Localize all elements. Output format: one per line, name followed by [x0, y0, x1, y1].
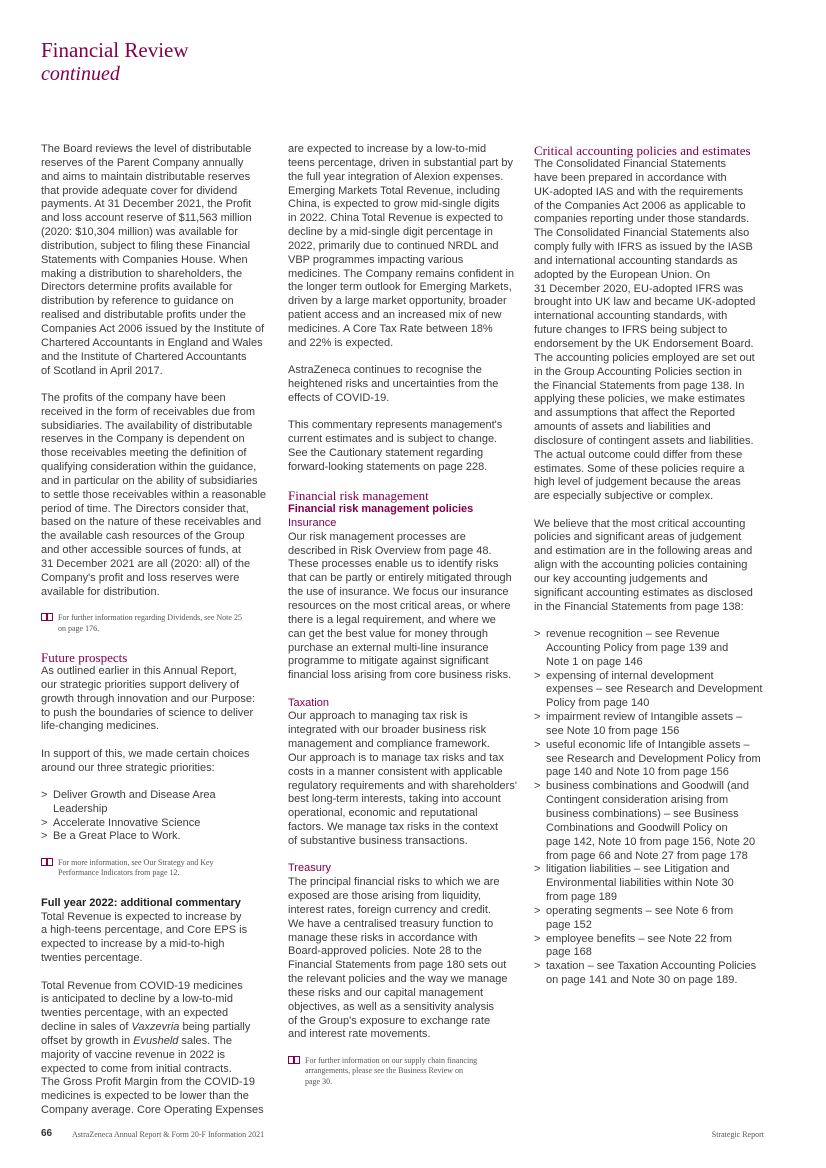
- text-line: that can be partly or entirely mitigated through: [288, 572, 512, 585]
- text-line: heightened risks and uncertainties from the: [288, 378, 499, 390]
- text-line: these risks and our capital management: [288, 986, 484, 999]
- text-line: page 140 and Note 10 from page 156: [546, 766, 729, 779]
- text-line: described in Risk Overview from page 48.: [288, 544, 492, 557]
- text-line: expenses – see Research and Development: [546, 683, 763, 696]
- list-item: [41, 789, 273, 817]
- text-line: and interest rate movements.: [288, 1028, 431, 1041]
- critical-accounting-heading: Critical accounting policies and estimates: [534, 143, 751, 158]
- page-title: Financial Review: [41, 38, 189, 62]
- text-line: are expected to increase by a low-to-mid: [288, 143, 487, 155]
- text-line: Accounting Policy from page 139 and: [546, 641, 729, 654]
- taxation-heading: Taxation: [288, 696, 329, 709]
- text-line: The principal financial risks to which we are: [288, 876, 500, 889]
- text-line: significant accounting estimates as disclosed: [534, 586, 753, 599]
- text-line: revenue recognition – see Revenue: [546, 628, 720, 640]
- text-line: effects of COVID-19.: [288, 391, 390, 404]
- text-line: exposed are those arising from liquidity,: [288, 890, 482, 902]
- text-line: and assumptions that affect the Reported: [534, 407, 735, 420]
- section-name: Strategic Report: [711, 1130, 764, 1139]
- text-line: and 22% is expected.: [288, 336, 394, 349]
- text-line: For more information, see Our Strategy and Key: [58, 857, 214, 867]
- text-line: costs in a manner consistent with applicable: [288, 765, 503, 778]
- text-line: Total Revenue from COVID-19 medicines: [41, 979, 243, 992]
- text-line: Combinations and Goodwill Policy on: [546, 821, 728, 834]
- paragraph: [41, 911, 273, 966]
- text-line: page 152: [546, 918, 592, 931]
- text-line: purchase an external multi-line insurance: [288, 641, 489, 654]
- text-line: expected to increase by a mid-to-high: [41, 938, 225, 951]
- text-line: and estimation are in the following areas and: [534, 545, 753, 558]
- text-line: We have a centralised treasury function to: [288, 917, 494, 930]
- text-line: based on the nature of these receivables and: [41, 516, 262, 529]
- page-subtitle: continued: [41, 63, 120, 85]
- paragraph: [534, 518, 764, 615]
- text-line: from page 66 and Note 27 from page 178: [546, 849, 748, 862]
- paragraph: [41, 143, 273, 378]
- text-line: page 168: [546, 946, 592, 959]
- text-line: arrangements, please see the Business Review on: [305, 1066, 463, 1076]
- text-line: expected to come from initial contracts.: [41, 1062, 232, 1075]
- report-title: AstraZeneca Annual Report & Form 20-F Information 2021: [72, 1130, 265, 1139]
- list-item: [534, 739, 764, 781]
- text-line: The actual outcome could differ from these: [534, 448, 743, 461]
- text-line: applying these policies, we make estimates: [534, 393, 745, 406]
- treasury-heading: Treasury: [288, 862, 331, 875]
- text-line: Financial Statements from page 180 sets out: [288, 959, 507, 972]
- bullet-marker: >: [534, 960, 541, 973]
- text-line: can get the best value for money through: [288, 627, 488, 640]
- text-line: to settle those receivables within a reasonable: [41, 488, 267, 501]
- list-item: [534, 670, 764, 712]
- list-item: [534, 933, 764, 961]
- text-line: Policy from page 140: [546, 697, 650, 710]
- text-line: The profits of the company have been: [41, 391, 226, 404]
- text-line: business combinations and Goodwill (and: [546, 780, 750, 793]
- text-line: to push the boundaries of science to deliver: [41, 706, 254, 719]
- text-line: patient access and an increased mix of new: [288, 309, 502, 322]
- bullet-marker: >: [534, 932, 541, 945]
- text-line: As outlined earlier in this Annual Report,: [41, 665, 237, 677]
- list-item: [534, 780, 764, 863]
- text-line: page 30.: [305, 1076, 333, 1086]
- text-line: Companies Act 2006 issued by the Institute of: [41, 322, 265, 335]
- bullet-marker: >: [41, 788, 48, 801]
- text-line: Total Revenue is expected to increase by: [41, 910, 242, 923]
- text-line: Company's profit and loss reserves were: [41, 571, 240, 584]
- text-line: impairment review of Intangible assets –: [546, 711, 743, 724]
- text-line: useful economic life of Intangible assets –: [546, 738, 750, 751]
- text-line: the use of insurance. We focus our insurance: [288, 586, 509, 599]
- book-icon: [41, 613, 53, 621]
- text-line: and the Institute of Chartered Accountants: [41, 350, 247, 363]
- text-line: of substantive business transactions.: [288, 834, 468, 847]
- paragraph: [288, 710, 520, 848]
- text-line: AstraZeneca continues to recognise the: [288, 364, 482, 377]
- text-line: business combinations) – see Business: [546, 807, 739, 820]
- column-3: [534, 143, 764, 988]
- list-item: [534, 628, 764, 670]
- text-line: amounts of assets and liabilities and: [534, 421, 711, 434]
- text-line: teens percentage, driven in substantial part by: [288, 156, 514, 169]
- text-line: Note 1 on page 146: [546, 655, 643, 668]
- text-line: there is a legal requirement, and where we: [288, 613, 496, 626]
- text-line: on page 176.: [58, 623, 100, 633]
- text-line: see Note 10 from page 156: [546, 724, 680, 737]
- text-line: are especially subjective or complex.: [534, 490, 714, 503]
- text-line: integrated with our broader business risk: [288, 724, 487, 737]
- text-line: page 142, Note 10 from page 156, Note 20: [546, 835, 756, 848]
- text-line: 31 December 2021 are all (2020: all) of the: [41, 557, 251, 570]
- text-line: In support of this, we made certain choices: [41, 747, 250, 760]
- text-line: see Research and Development Policy from: [546, 752, 761, 765]
- text-line: financial loss arising from core business risks.: [288, 669, 512, 682]
- future-prospects-heading: Future prospects: [41, 650, 128, 665]
- column-2: [288, 143, 520, 1103]
- paragraph: [288, 143, 520, 351]
- text-line: those receivables meeting the definition of: [41, 447, 247, 460]
- list-item: [534, 905, 764, 933]
- text-line: Board-approved policies. Note 28 to the: [288, 945, 482, 958]
- text-line: medicines. The Company remains confident in: [288, 267, 515, 280]
- text-line: distribution by reference to guidance on: [41, 295, 234, 308]
- list-item: [41, 830, 273, 844]
- text-line: decline by a mid-single digit percentage in: [288, 226, 493, 239]
- text-line: objectives, as well as a sensitivity analysis: [288, 1000, 495, 1013]
- text-line: driven by a large market opportunity, broader: [288, 295, 507, 308]
- text-line: companies reporting under those standards.: [534, 213, 750, 226]
- text-line: the relevant policies and the way we manage: [288, 973, 508, 986]
- text-line: Environmental liabilities within Note 30: [546, 877, 734, 890]
- text-line: For further information regarding Dividends, see Note 25: [58, 613, 242, 622]
- text-line: comply fully with IFRS as issued by the IASB: [534, 241, 753, 254]
- bullet-marker: >: [534, 904, 541, 917]
- bullet-marker: >: [534, 628, 541, 640]
- bullet-marker: >: [534, 863, 541, 876]
- paragraph: [288, 419, 520, 474]
- text-line: of the Group's exposure to exchange rate: [288, 1014, 491, 1027]
- text-line: operating segments – see Note 6 from: [546, 904, 734, 917]
- text-line: The Consolidated Financial Statements also: [534, 227, 750, 240]
- text-line: policies and significant areas of judgement: [534, 531, 742, 544]
- text-line: manage these risks in accordance with: [288, 931, 478, 944]
- text-line: making a distribution to shareholders, the: [41, 267, 243, 280]
- text-line: medicines is expected to be lower than the: [41, 1090, 249, 1103]
- text-line: and loss account reserve of $11,563 million: [41, 212, 252, 225]
- text-line: Our approach to managing tax risk is: [288, 710, 468, 723]
- paragraph: [534, 158, 764, 504]
- text-line: interest rates, foreign currency and credit.: [288, 903, 491, 916]
- text-line: adopted by the European Union. On: [534, 268, 711, 281]
- page-number: 66: [41, 1128, 53, 1139]
- list-item: [534, 960, 764, 988]
- text-line: and international accounting standards as: [534, 254, 738, 267]
- text-line: that provide adequate cover for dividend: [41, 184, 238, 197]
- text-line: life-changing medicines.: [41, 720, 160, 733]
- text-line: in the Group Accounting Policies section in: [534, 365, 742, 378]
- risk-policies-subheading: Financial risk management policies: [288, 503, 474, 516]
- text-line: litigation liabilities – see Litigation and: [546, 863, 730, 876]
- text-line: distribution, subject to filing these Financial: [41, 239, 251, 252]
- text-line: Deliver Growth and Disease Area Leadership: [53, 788, 216, 815]
- text-line: Performance Indicators from page 12.: [58, 868, 180, 878]
- paragraph: [41, 392, 273, 600]
- list-item: [534, 711, 764, 739]
- text-line: The Board reviews the level of distributable: [41, 143, 252, 155]
- text-line: UK-adopted IAS and with the requirements: [534, 185, 744, 198]
- text-line: around our three strategic priorities:: [41, 761, 215, 774]
- text-line: received in the form of receivables due from: [41, 405, 255, 418]
- text-line: in 2022. China Total Revenue is expected to: [288, 212, 504, 225]
- text-line: expensing of internal development: [546, 669, 714, 682]
- text-line: align with the accounting policies containing: [534, 559, 748, 572]
- policy-list: [534, 628, 764, 988]
- text-line: We believe that the most critical accounting: [534, 517, 746, 530]
- text-line: Company average. Core Operating Expenses: [41, 1104, 264, 1117]
- text-line: high level of judgement because the areas: [534, 476, 741, 489]
- text-line: twenties percentage.: [41, 952, 143, 965]
- text-line: brought into UK law and became UK-adopted: [534, 296, 756, 309]
- text-line: This commentary represents management's: [288, 419, 503, 432]
- text-line: of Scotland in April 2017.: [41, 364, 163, 377]
- text-line: realised and distributable profits under the: [41, 309, 246, 322]
- text-line: and aims to maintain distributable reserves: [41, 170, 251, 183]
- text-line: reserves in the Company is dependent on: [41, 433, 245, 446]
- full-year-heading: Full year 2022: additional commentary: [41, 896, 241, 909]
- text-line: from page 189: [546, 891, 617, 904]
- text-line: available for distribution.: [41, 585, 160, 598]
- text-line: our key accounting judgements and: [534, 572, 708, 585]
- paragraph: Total Revenue from COVID-19 medicines is anticipated to decline by a low-to-mid twenties percentage, with an expected decline in sales of Vaxzevria being partially offset by growth in Evusheld sales. The majority of vaccine revenue in 2022 is expected to come from initial contracts. The Gross Profit Margin from the COVID-19 medicines is expected to be lower than the Company average. Core Operating Expenses: [41, 980, 273, 1118]
- text-line: growth through innovation and our Purpose:: [41, 692, 256, 705]
- text-line: Directors determine profits available for: [41, 281, 233, 294]
- text-line: reserves of the Parent Company annually: [41, 156, 244, 169]
- paragraph: [288, 876, 520, 1042]
- bullet-marker: >: [41, 830, 48, 843]
- text-line: have been prepared in accordance with: [534, 171, 727, 184]
- financial-risk-heading: Financial risk management: [288, 488, 429, 504]
- text-line: the available cash resources of the Group: [41, 530, 245, 543]
- insurance-heading: Insurance: [288, 516, 337, 529]
- cross-reference: [41, 858, 273, 879]
- bullet-marker: >: [41, 816, 48, 829]
- text-line: in the Financial Statements from page 138:: [534, 600, 744, 613]
- text-line: regulatory requirements and with shareholders': [288, 779, 517, 792]
- text-line: the longer term outlook for Emerging Markets,: [288, 281, 512, 294]
- cross-reference: [288, 1056, 520, 1088]
- book-icon: [288, 1056, 300, 1064]
- text-line: future changes to IFRS being subject to: [534, 324, 728, 337]
- text-line: The Consolidated Financial Statements: [534, 158, 726, 170]
- text-line: The Gross Profit Margin from the COVID-19: [41, 1076, 255, 1089]
- text-line: For further information on our supply chain financing: [305, 1055, 478, 1065]
- text-line: Accelerate Innovative Science: [53, 816, 201, 829]
- text-line: employee benefits – see Note 22 from: [546, 932, 732, 945]
- text-line: Chartered Accountants in England and Wales: [41, 336, 263, 349]
- page-header: [41, 38, 189, 86]
- text-line: payments. At 31 December 2021, the Profit: [41, 198, 252, 211]
- text-line: Statements with Companies House. When: [41, 253, 248, 266]
- list-item: [41, 817, 273, 831]
- paragraph: [41, 665, 273, 734]
- text-line: VBP programmes impacting various: [288, 253, 464, 266]
- text-line: factors. We manage tax risks in the context: [288, 821, 499, 834]
- bullet-marker: >: [534, 711, 541, 724]
- book-icon: [41, 858, 53, 866]
- text-line: (2020: $10,304 million) was available for: [41, 226, 238, 239]
- text-line: taxation – see Taxation Accounting Policies: [546, 960, 757, 973]
- text-line: These processes enable us to identify risks: [288, 558, 499, 571]
- bullet-marker: >: [534, 738, 541, 751]
- text-line: forward-looking statements on page 228.: [288, 460, 488, 473]
- text-line: majority of vaccine revenue in 2022 is: [41, 1048, 226, 1061]
- text-line: management and compliance framework.: [288, 738, 490, 751]
- text-line: 31 December 2020, EU-adopted IFRS was: [534, 282, 744, 295]
- bullet-marker: >: [534, 669, 541, 682]
- text-line: on page 141 and Note 30 on page 189.: [546, 974, 738, 987]
- text-line: Our approach is to manage tax risks and tax: [288, 751, 504, 764]
- text-line: international accounting standards, with: [534, 310, 728, 323]
- text-line: operational, economic and reputational: [288, 807, 478, 820]
- paragraph: [288, 531, 520, 683]
- text-line: medicines. A Core Tax Rate between 18%: [288, 322, 493, 335]
- text-line: estimates. Some of these policies require a: [534, 462, 745, 475]
- text-line: 2022, primarily due to continued NRDL and: [288, 239, 499, 252]
- text-line: disclosure of contingent assets and liabilities.: [534, 434, 754, 447]
- cross-reference: [41, 613, 273, 634]
- text-line: of the Companies Act 2006 as applicable to: [534, 199, 746, 212]
- text-line: current estimates and is subject to change.: [288, 433, 498, 446]
- text-line: the full year integration of Alexion expenses.: [288, 170, 504, 183]
- text-line: and other accessible sources of funds, at: [41, 544, 241, 557]
- text-line: Be a Great Place to Work.: [53, 830, 181, 843]
- text-line: The accounting policies employed are set out: [534, 351, 755, 364]
- text-line: the Financial Statements from page 138. In: [534, 379, 745, 392]
- list-item: [534, 863, 764, 905]
- priority-list: [41, 789, 273, 844]
- text-line: Our risk management processes are: [288, 530, 466, 543]
- text-line: China, is expected to grow mid-single digits: [288, 198, 500, 211]
- text-line: qualifying consideration within the guidance,: [41, 461, 257, 474]
- text-line: best long-term interests, taking into account: [288, 793, 501, 806]
- text-line: our strategic priorities support delivery of: [41, 678, 240, 691]
- text-line: twenties percentage, with an expected: [41, 1007, 229, 1020]
- text-line: period of time. The Directors consider that,: [41, 502, 249, 515]
- text-line: subsidiaries. The availability of distributable: [41, 419, 253, 432]
- text-line: Contingent consideration arising from: [546, 794, 729, 807]
- text-line: programme to mitigate against significant: [288, 655, 489, 668]
- text-line: and in particular on the ability of subsidiaries: [41, 474, 258, 487]
- bullet-marker: >: [534, 780, 541, 793]
- text-line: is anticipated to decline by a low-to-mid: [41, 993, 233, 1006]
- text-line: Emerging Markets Total Revenue, including: [288, 184, 500, 197]
- paragraph: [288, 364, 520, 406]
- paragraph: [41, 748, 273, 776]
- column-1: [41, 143, 273, 1118]
- text-line: See the Cautionary statement regarding: [288, 446, 484, 459]
- text-line: endorsement by the UK Endorsement Board.: [534, 337, 754, 350]
- text-line: a high-teens percentage, and Core EPS is: [41, 924, 248, 937]
- text-line: resources on the most critical areas, or where: [288, 599, 511, 612]
